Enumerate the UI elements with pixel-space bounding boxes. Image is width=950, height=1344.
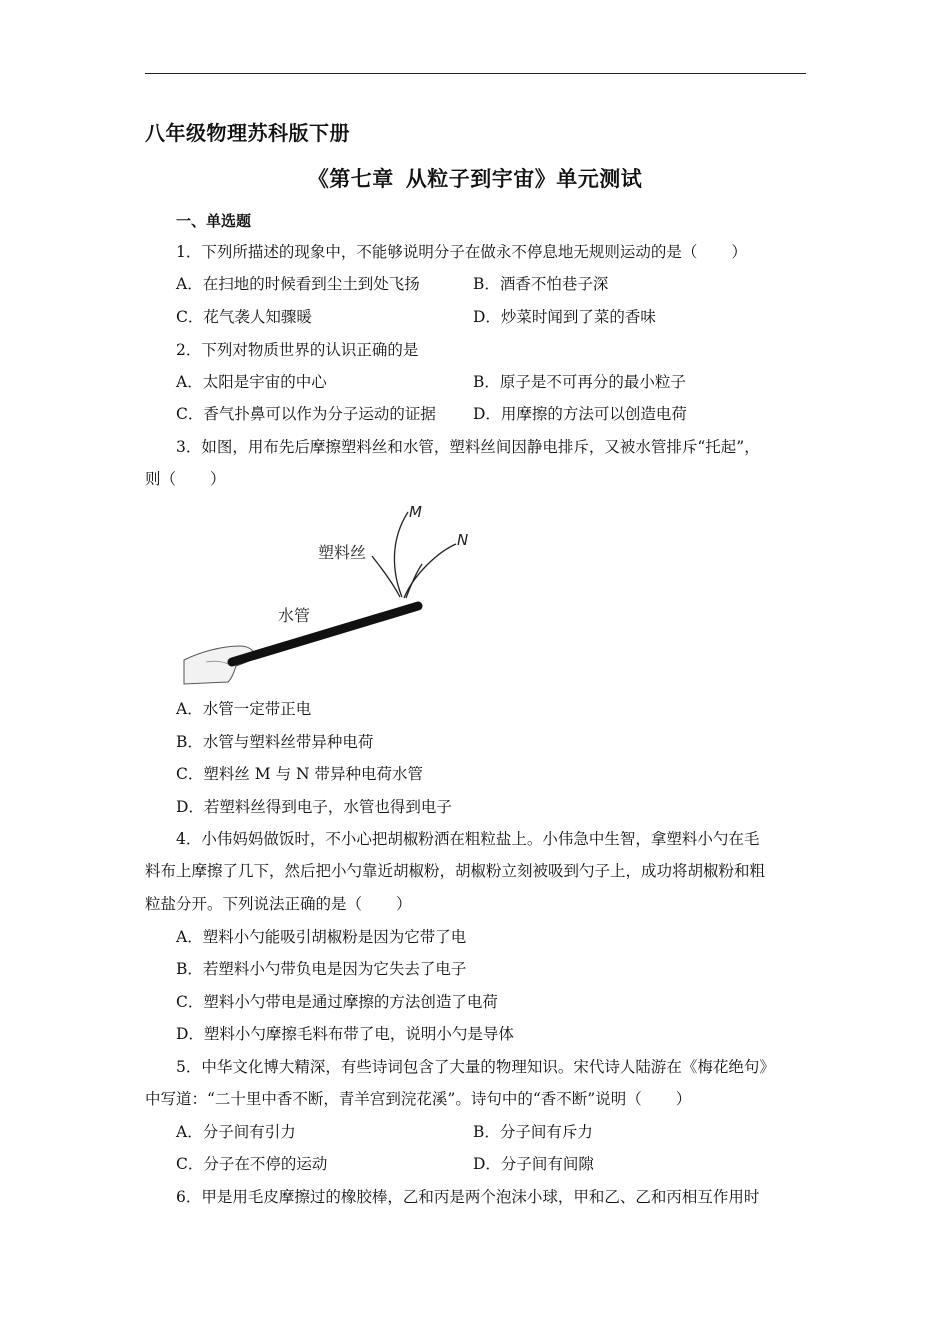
- q5-paren-close: ）: [675, 1090, 692, 1108]
- q6-stem-line1: 6．甲是用毛皮摩擦过的橡胶棒，乙和丙是两个泡沫小球，甲和乙、乙和丙相互作用时: [176, 1188, 760, 1206]
- q3-option-c: C．塑料丝 M 与 N 带异种电荷水管: [176, 765, 424, 783]
- label-m: M: [409, 503, 422, 521]
- q4-stem-text: 粒盐分开。下列说法正确的是（: [145, 895, 363, 913]
- q3-stem-line1: 3．如图，用布先后摩擦塑料丝和水管，塑料丝间因静电排斥，又被水管排斥“托起”，: [176, 438, 760, 456]
- q4-option-d: D．塑料小勺摩擦毛料布带了电，说明小勺是导体: [176, 1025, 514, 1043]
- q1-stem: [176, 242, 747, 262]
- thread-m-path: [394, 512, 408, 597]
- q1-paren-close: ）: [731, 243, 747, 261]
- q3-option-a: A．水管一定带正电: [176, 700, 312, 718]
- q5-stem-line2: [145, 1089, 691, 1109]
- q4-stem-line3: [145, 894, 412, 914]
- q4-stem-line1: 4．小伟妈妈做饭时，不小心把胡椒粉洒在粗粒盐上。小伟急中生智，拿塑料小勺在毛: [176, 830, 760, 848]
- q3-figure: [176, 494, 476, 694]
- q5-option-b: B．分子间有斥力: [473, 1123, 593, 1141]
- q2-option-a: A．太阳是宇宙的中心: [176, 373, 327, 391]
- q3-stem-text: 则（: [145, 470, 177, 488]
- q5-stem-line1: 5．中华文化博大精深，有些诗词包含了大量的物理知识。宋代诗人陆游在《梅花绝句》: [176, 1058, 775, 1076]
- q4-option-c: C．塑料小勺带电是通过摩擦的方法创造了电荷: [176, 993, 498, 1011]
- q4-stem-line2: 料布上摩擦了几下，然后把小勺靠近胡椒粉，胡椒粉立刻被吸到勺子上，成功将胡椒粉和粗: [145, 862, 766, 880]
- q5-option-a: A．分子间有引力: [176, 1123, 296, 1141]
- q1-option-c: C．花气袭人知骤暖: [176, 308, 312, 326]
- q3-stem-line2: [145, 469, 226, 489]
- q5-stem-text: 中写道：“二十里中香不断，青羊宫到浣花溪”。诗句中的“香不断”说明（: [145, 1090, 642, 1108]
- label-plastic-thread: 塑料丝: [318, 543, 367, 562]
- q5-option-c: C．分子在不停的运动: [176, 1155, 328, 1173]
- q2-option-c: C．香气扑鼻可以作为分子运动的证据: [176, 405, 436, 423]
- q4-paren-close: ）: [396, 895, 412, 913]
- label-n: N: [457, 531, 469, 549]
- section-heading: 一、单选题: [176, 212, 252, 230]
- q1-stem-text: 1．下列所描述的现象中，不能够说明分子在做永不停息地无规则运动的是（: [176, 243, 698, 261]
- q5-option-d: D．分子间有间隙: [473, 1155, 594, 1173]
- hand-shape: [184, 646, 254, 684]
- q1-option-d: D．炒菜时闻到了菜的香味: [473, 308, 656, 326]
- q2-option-d: D．用摩擦的方法可以创造电荷: [473, 405, 687, 423]
- title-part1: 《第七章: [307, 167, 394, 191]
- label-water-pipe: 水管: [278, 606, 311, 625]
- q4-option-a: A．塑料小勺能吸引胡椒粉是因为它带了电: [176, 928, 467, 946]
- thread-n-path: [404, 544, 456, 598]
- q3-option-b: B．水管与塑料丝带异种电荷: [176, 733, 374, 751]
- grade-heading: 八年级物理苏科版下册: [145, 121, 350, 145]
- title-part2: 从粒子到宇宙》单元测试: [405, 167, 643, 191]
- q1-option-b: B．酒香不怕巷子深: [473, 275, 609, 293]
- q3-option-d: D．若塑料丝得到电子，水管也得到电子: [176, 798, 452, 816]
- q1-option-a: A．在扫地的时候看到尘土到处飞扬: [176, 275, 420, 293]
- q3-paren-close: ）: [210, 470, 226, 488]
- q2-option-b: B．原子是不可再分的最小粒子: [473, 373, 686, 391]
- q4-option-b: B．若塑料小勺带负电是因为它失去了电子: [176, 960, 467, 978]
- q2-stem: 2．下列对物质世界的认识正确的是: [176, 341, 419, 359]
- header-rule: [145, 73, 806, 74]
- page-title: [0, 163, 950, 193]
- water-pipe: [232, 606, 418, 662]
